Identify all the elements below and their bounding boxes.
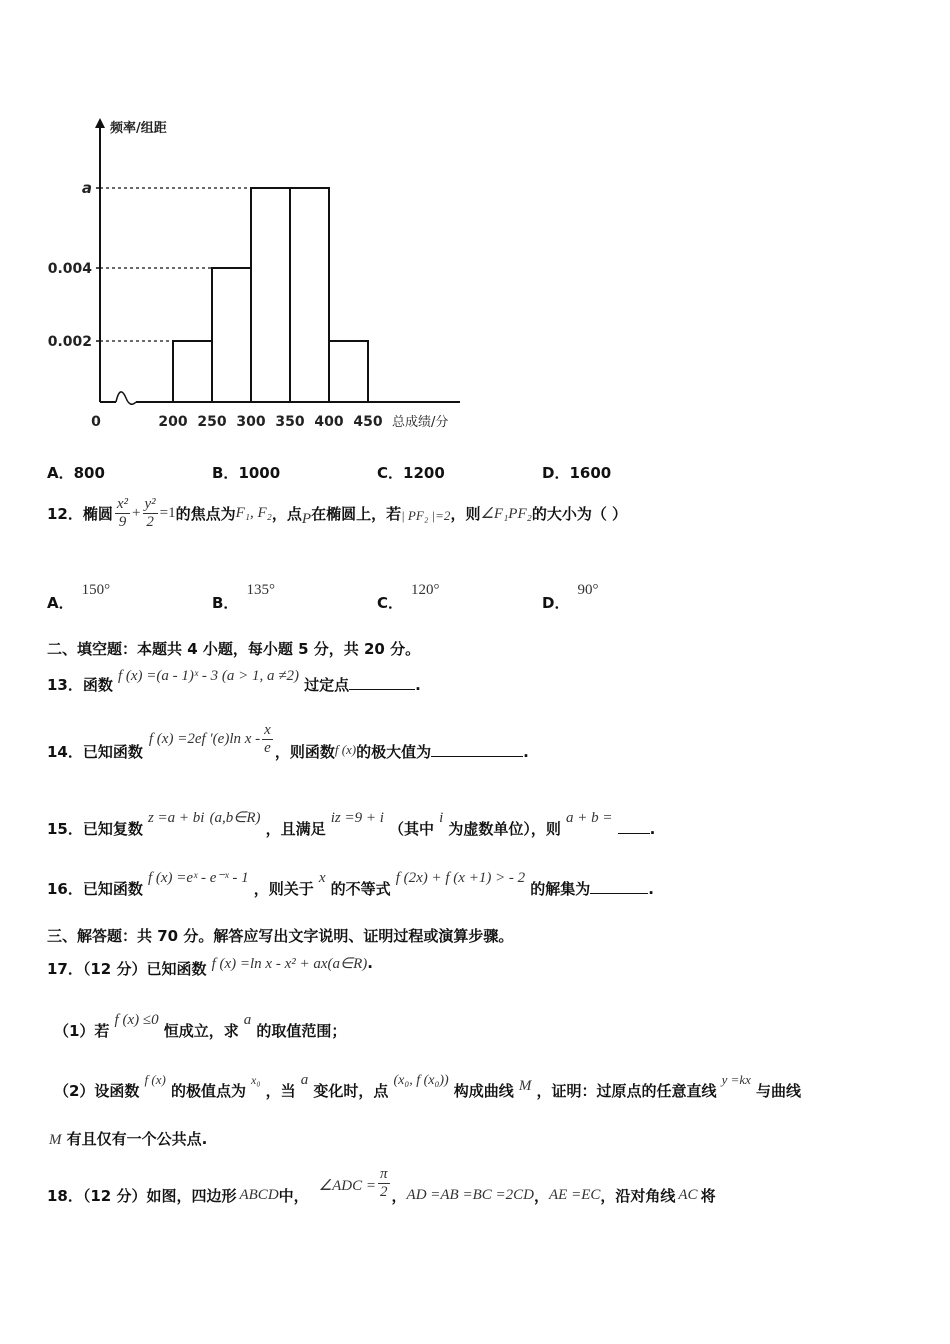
histogram-bar [290,188,329,402]
question-17-part-2-cont: M 有且仅有一个公共点. [49,1130,208,1148]
q11-option-c: C．1200 [377,464,445,482]
question-16: 16．已知函数 f (x) =eˣ - e⁻ˣ - 1 ，则关于 x 的不等式 f (2x) + f (x +1) > - 2 的解集为 . [47,870,654,898]
histogram-bar [251,188,290,402]
question-12: 12．椭圆 $\frac{\text{x²}}{9}$ + $\frac{\text{y²}}{2}$ =1 的焦点为 F₁, F₂ ，点 P 在椭圆上，若 | PF₂ |=2 ，则 ∠F₁PF₂ 的大小为（ ） [47,496,628,530]
question-14: 14．已知函数 f (x) =2ef ′(e)ln x - $\frac{x}{e}$ ，则函数 f (x) 的极大值为 . [47,722,529,761]
question-17: 17．（12 分）已知函数 f (x) =ln x - x² + ax(a∈R). [47,954,373,978]
histogram-bar [212,268,251,402]
histogram-figure [40,110,480,440]
q11-option-b: B．1000 [212,464,281,482]
q11-option-d: D．1600 [542,464,612,482]
question-17-part-1: （1）若 f (x) ≤0 恒成立，求 a 的取值范围； [54,1012,347,1040]
x-tick-label: 400 [314,414,344,430]
y-axis-arrow [95,118,105,128]
q11-option-a: A．800 [47,464,105,482]
x-axis-label: 总成绩/分 [392,415,449,430]
question-15: 15．已知复数 z =a + bi (a,b∈R) ，且满足 iz =9 + i （其中 i 为虚数单位），则 a + b = . [47,810,656,838]
x-tick-label: 450 [353,414,383,430]
x-tick-label: 350 [275,414,305,430]
section-2-heading: 二、填空题：本题共 4 小题，每小题 5 分，共 20 分。 [47,640,421,658]
q12-option-d: D．90° [542,582,599,612]
x-tick-label: 200 [158,414,188,430]
y-axis-label: 频率/组距 [110,121,167,136]
y-tick-label: 0.002 [47,334,92,350]
x-tick-label: 300 [236,414,266,430]
y-tick-label: a [81,179,92,197]
histogram-bar [173,341,212,402]
histogram-layer [48,118,460,430]
origin-label: 0 [91,414,101,430]
x-tick-label: 250 [197,414,227,430]
section-3-heading: 三、解答题：共 70 分。解答应写出文字说明、证明过程或演算步骤。 [47,927,514,945]
q12-option-b: B．135° [212,582,275,612]
q12-option-a: A．150° [47,582,111,612]
histogram-bar [329,341,368,402]
q12-option-c: C．120° [377,582,440,612]
question-13: 13．函数 f (x) =(a - 1)ˣ - 3 (a > 1, a ≠2) 过定点 . [47,668,421,694]
question-17-part-2: （2）设函数 f (x) 的极值点为 x₀ ，当 a 变化时，点 (x₀, f (x₀)) 构成曲线 M ，证明：过原点的任意直线 y =kx 与曲线 [54,1072,802,1100]
y-tick-label: 0.004 [47,261,92,277]
axis-break-mark [116,392,136,404]
question-18: 18．（12 分）如图，四边形 ABCD 中， ∠ADC = $\frac{\pi}{2}$ ， AD =AB =BC =2CD ， AE =EC ，沿对角线 AC 将 [47,1166,716,1205]
